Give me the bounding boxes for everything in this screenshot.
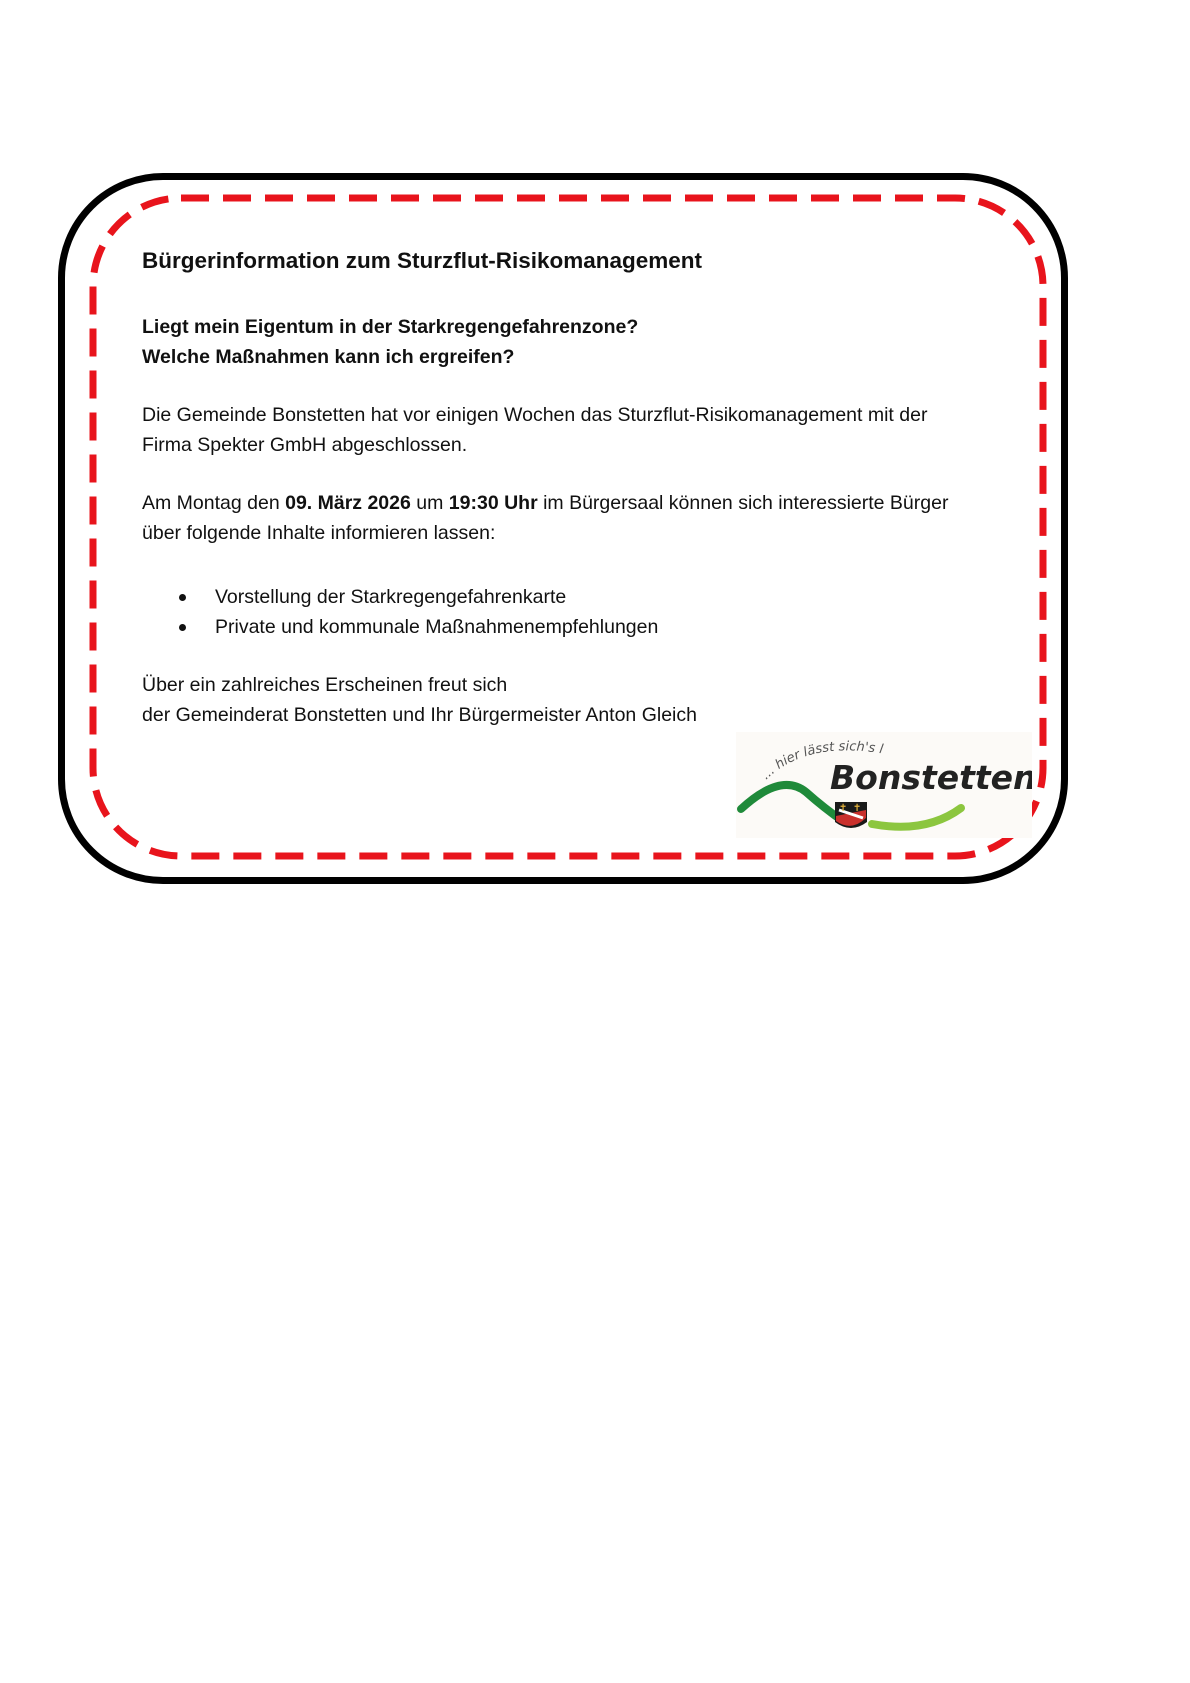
closing-line-1: Über ein zahlreiches Erscheinen freut sich bbox=[142, 674, 508, 696]
logo-wave-dark bbox=[741, 785, 844, 822]
event-line-1 bbox=[142, 488, 1062, 518]
intro-line-1: Die Gemeinde Bonstetten hat vor einigen Wochen das Sturzflut-Risikomanagement mit der bbox=[142, 404, 928, 426]
closing-paragraph bbox=[142, 670, 1062, 730]
topic-list bbox=[142, 582, 1062, 642]
event-line-2: über folgende Inhalte informieren lassen: bbox=[142, 522, 496, 544]
notice-content bbox=[142, 246, 1062, 730]
intro-paragraph bbox=[142, 400, 1062, 460]
closing-line-2: der Gemeinderat Bonstetten und Ihr Bürgermeister Anton Gleich bbox=[142, 704, 697, 726]
bullet-icon bbox=[179, 624, 186, 631]
event-suffix: im Bürgersaal können sich interessierte Bürger bbox=[537, 492, 949, 514]
svg-text:✝: ✝ bbox=[853, 803, 862, 814]
notice-title: Bürgerinformation zum Sturzflut-Risikomanagement bbox=[142, 248, 703, 273]
logo-name: Bonstetten bbox=[830, 758, 1032, 797]
logo-wave-light bbox=[872, 808, 961, 827]
event-paragraph bbox=[142, 488, 1062, 548]
list-item-text: Vorstellung der Starkregengefahrenkarte bbox=[215, 586, 567, 608]
coat-of-arms-icon bbox=[835, 802, 867, 828]
event-date: 09. März 2026 bbox=[285, 492, 411, 514]
event-mid: um bbox=[410, 492, 449, 514]
question-1: Liegt mein Eigentum in der Starkregengefahrenzone? bbox=[142, 316, 639, 338]
logo-tagline: ... hier lässt sich's l bbox=[758, 739, 885, 783]
bullet-icon bbox=[179, 594, 186, 601]
question-2: Welche Maßnahmen kann ich ergreifen? bbox=[142, 346, 515, 368]
list-item bbox=[142, 612, 1062, 642]
list-item-text: Private und kommunale Maßnahmenempfehlungen bbox=[215, 616, 659, 638]
event-prefix: Am Montag den bbox=[142, 492, 286, 514]
svg-text:✝: ✝ bbox=[839, 803, 848, 814]
bonstetten-logo bbox=[736, 732, 1032, 838]
questions bbox=[142, 312, 1062, 372]
list-item bbox=[142, 582, 1062, 612]
event-time: 19:30 Uhr bbox=[448, 492, 538, 514]
logo-graphic bbox=[736, 732, 1032, 838]
intro-line-2: Firma Spekter GmbH abgeschlossen. bbox=[142, 434, 468, 456]
